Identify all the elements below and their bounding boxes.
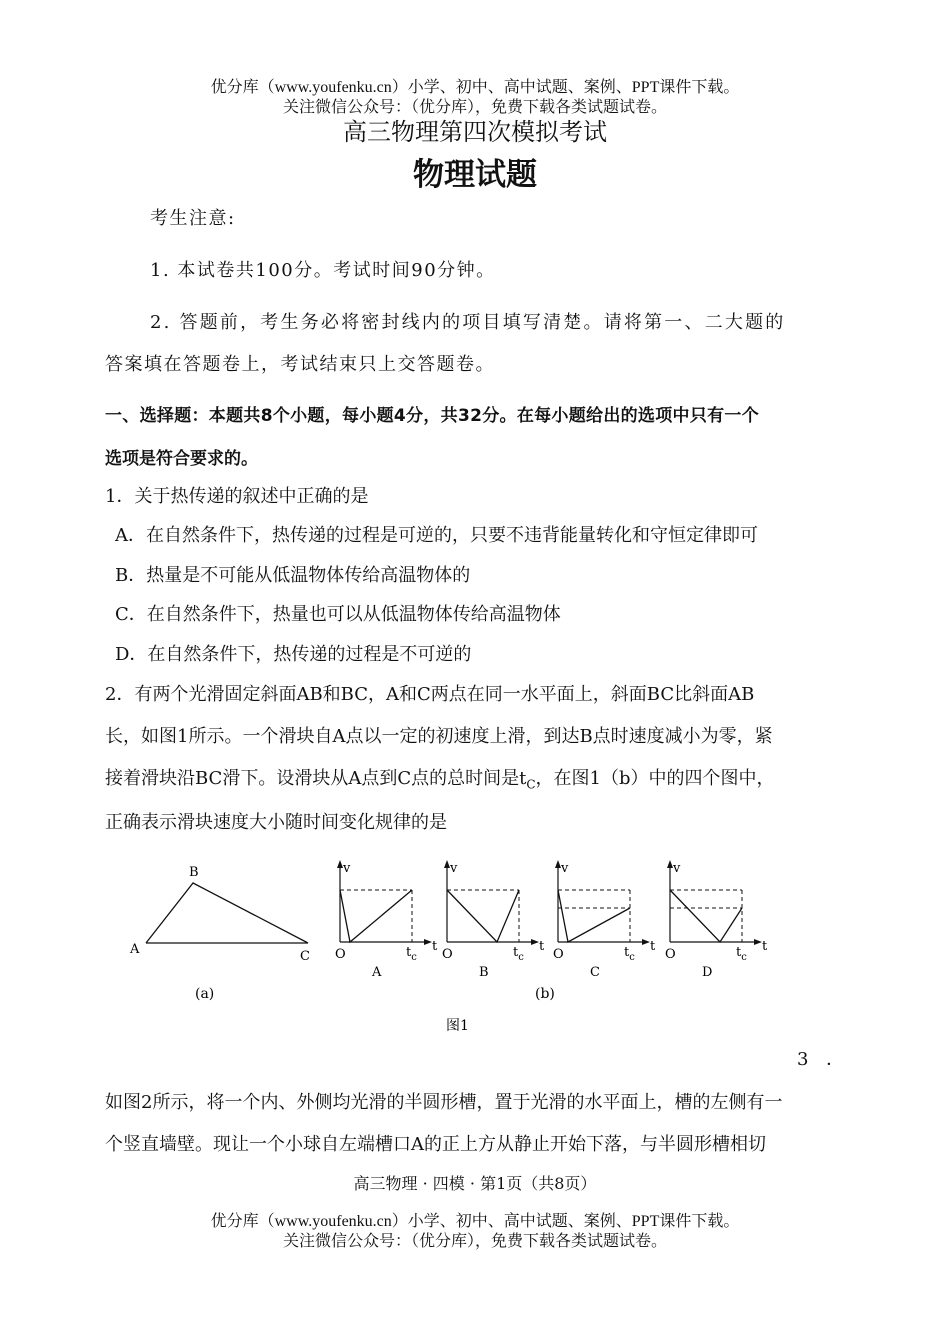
t-axis-arrow — [754, 939, 762, 945]
figure-part-b: (b) — [535, 986, 555, 1002]
t-axis-label: t — [432, 939, 438, 954]
tc-label — [406, 945, 417, 963]
triangle-abc — [146, 883, 308, 943]
tc-main: t — [624, 945, 630, 960]
origin-label: O — [665, 947, 676, 962]
t-axis-arrow — [531, 939, 539, 945]
exam-subtitle: 物理试题 — [413, 157, 537, 193]
figure-caption: 图1 — [446, 1018, 469, 1034]
section-1-line-2: 选项是符合要求的。 — [105, 449, 258, 469]
velocity-curve — [558, 890, 630, 942]
notice-heading: 考生注意: — [150, 208, 236, 229]
v-axis-label: v — [561, 861, 569, 876]
q2-line-1: 2．有两个光滑固定斜面AB和BC，A和C两点在同一水平面上，斜面BC比斜面AB — [105, 684, 755, 705]
notice-item-1: 1. 本试卷共100分。考试时间90分钟。 — [150, 260, 496, 281]
graph-label: C — [590, 965, 600, 980]
tc-label — [513, 945, 524, 963]
velocity-curve — [670, 890, 742, 942]
velocity-curve — [340, 890, 412, 942]
q1-option-c: C．在自然条件下，热量也可以从低温物体传给高温物体 — [115, 604, 561, 625]
tc-main: t — [406, 945, 412, 960]
graph-label: D — [702, 965, 713, 980]
q1-option-d: D．在自然条件下，热传递的过程是不可逆的 — [115, 644, 472, 665]
q1-option-a: A．在自然条件下，热传递的过程是可逆的，只要不违背能量转化和守恒定律即可 — [115, 525, 758, 546]
notice-item-2-line-1: 2. 答题前，考生务必将密封线内的项目填写清楚。请将第一、二大题的 — [150, 312, 786, 333]
tc-sub: c — [411, 952, 417, 963]
triangle-label-c: C — [300, 949, 310, 964]
velocity-curve — [447, 890, 519, 942]
watermark-bottom-line-1: 优分库（www.youfenku.cn）小学、初中、高中试题、案例、PPT课件下载。 — [210, 1213, 740, 1230]
v-axis-label: v — [673, 861, 681, 876]
origin-label: O — [553, 947, 564, 962]
exam-title: 高三物理第四次模拟考试 — [343, 118, 607, 146]
q3-line-1: 如图2所示，将一个内、外侧均光滑的半圆形槽，置于光滑的水平面上，槽的左侧有一 — [105, 1092, 783, 1113]
graph-d — [665, 860, 768, 980]
q2-line-4: 正确表示滑块速度大小随时间变化规律的是 — [105, 812, 447, 833]
t-axis-label: t — [762, 939, 768, 954]
t-axis-arrow — [642, 939, 650, 945]
tc-main: t — [513, 945, 519, 960]
tc-sub: c — [518, 952, 524, 963]
triangle-label-b: B — [189, 865, 199, 880]
page-footer: 高三物理 · 四模 · 第1页（共8页） — [353, 1174, 597, 1193]
origin-label: O — [442, 947, 453, 962]
origin-label: O — [335, 947, 346, 962]
q3-line-2: 个竖直墙壁。现让一个小球自左端槽口A的正上方从静止开始下落，与半圆形槽相切 — [105, 1134, 766, 1155]
q2-line-3-pre: 接着滑块沿BC滑下。设滑块从A点到C点的总时间是t — [105, 768, 527, 789]
t-axis-arrow — [424, 939, 432, 945]
watermark-line-2: 关注微信公众号：（优分库），免费下载各类试题试卷。 — [282, 99, 667, 116]
tc-main: t — [736, 945, 742, 960]
section-1-line-1: 一、选择题：本题共8个小题，每小题4分，共32分。在每小题给出的选项中只有一个 — [105, 406, 760, 426]
tc-sub: c — [741, 952, 747, 963]
q1-stem: 1．关于热传递的叙述中正确的是 — [105, 486, 369, 507]
triangle-label-a: A — [130, 942, 140, 957]
watermark-bottom-line-2: 关注微信公众号：（优分库），免费下载各类试题试卷。 — [282, 1233, 667, 1250]
q2-line-2: 长，如图1所示。一个滑块自A点以一定的初速度上滑，到达B点时速度减小为零，紧 — [105, 726, 773, 747]
tc-label — [624, 945, 635, 963]
triangle-figure — [129, 865, 310, 1002]
q3-number: 3 ． — [797, 1049, 851, 1070]
tc-label — [736, 945, 747, 963]
watermark-line-1: 优分库（www.youfenku.cn）小学、初中、高中试题、案例、PPT课件下载。 — [210, 79, 740, 96]
figure-part-a: (a) — [195, 986, 215, 1002]
v-axis-label: v — [343, 861, 351, 876]
tc-sub: c — [629, 952, 635, 963]
t-axis-label: t — [539, 939, 545, 954]
q1-option-b: B．热量是不可能从低温物体传给高温物体的 — [115, 565, 471, 586]
q2-line-3-sub: C — [526, 777, 536, 792]
t-axis-label: t — [650, 939, 656, 954]
v-axis-label: v — [450, 861, 458, 876]
graph-label: B — [479, 965, 489, 980]
graph-label: A — [372, 965, 382, 980]
graph-a — [335, 860, 438, 980]
graph-b — [442, 860, 545, 980]
graph-c — [553, 860, 656, 980]
notice-item-2-line-2: 答案填在答题卷上，考试结束只上交答题卷。 — [105, 354, 495, 375]
q2-line-3-post: ，在图1（b）中的四个图中， — [535, 768, 775, 789]
